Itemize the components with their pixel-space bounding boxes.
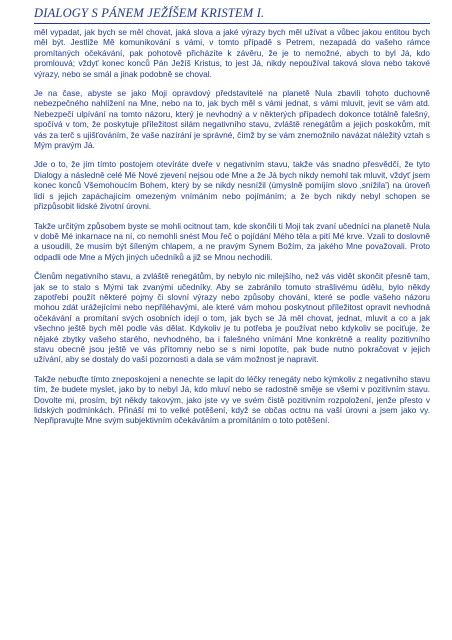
paragraph: Členům negativního stavu, a zvláště renegátům, by nebylo nic milejšího, než vás vidět skončit přesně tam, jak se to stalo s Mými tak zvanými učedníky. Aby se zabránilo tomuto strašlivému údělu, bylo někdy zapotřebí použít některé pojmy či slovní výrazy nebo způsoby chování, které se podle vašeho názoru mohou zdát urážejícími nebo nepříléhavými, ale které vám mohou poskytnout příležitost opravit nevhodná očekávání a promítaní svých osobních idejí o tom, jak bych se Já měl chovat, jednat, mluvit a co a jak všechno ještě bych měl podle vás dělat. Kdykoliv je tu potřeba je používat nebo kdykoliv se pociťuje, že nějaké zbytky vašeho starého, nevhodného, ba i falešného vnímání Mne konkrétně a reality pozitivního stavu obecně jsou ještě ve vás přítomny nebo se s nimi lopotíte, pak bude nutno pokračovat v jejich užívání, aby se dostaly do vaší pozornosti a dala se vám možnost je napravit.	[34, 271, 430, 365]
paragraph: Jde o to, že jím tímto postojem otevíráte dveře v negativním stavu, takže vás snadno přesvědčí, že tyto Dialogy a následně celé Mé Nové zjevení nejsou ode Mne a že Já bych nikdy nemohl tak mluvit, vždyť jsem konec konců Všemohoucím Bohem, který by se nikdy nesnížil (úmyslně pomíjím slovo ‚snížila') na úroveň lidí s jejich zapáchajícím omezeným vnímáním nebo pojímáním; a že bych nikdy nebyl schopen se přizpůsobit lidské životní úrovni.	[34, 159, 430, 212]
paragraph: Je na čase, abyste se jako Moji opravdový představitelé na planetě Nula zbavili tohoto duchovně nebezpečného nahlížení na Mne, nebo na to, jak bych měl s vámi jednat, s vámi mluvit, jevit se vám atd. Nebezpečí ulpívání na tomto názoru, který je nevhodný a v některých případech dokonce totálně falešný, spočívá v tom, že poskytuje příležitost silám negativního stavu, zvláště renegátům a jejich poskokům, mít vás za terč s ujišťováním, že vaše nazírání je správné, čímž by se vám znemožnilo navázat náležitý vztah s Mým pravým Já.	[34, 88, 430, 151]
paragraph: Takže nebuďte tímto zneposkojeni a nenechte se lapit do léčky renegáty nebo kýmkoliv z negativního stavu tím, že budete myslet, jako by to nebyl Já, kdo mluví nebo se radostně směje se všemi v pozitivním stavu. Dovolte mi, prosím, být někdy takovým, jako jste vy ve svém čistě pozitivním rozpoložení, jenže přesto v lidských podmínkách. Přináší mi to velké potěšení, když se občas octnu na vaší úrovni a jsem jako vy. Nepřipravujte Mne svým subjektivním očekáváním a promítáním o toto potěšení.	[34, 373, 430, 426]
paragraph: Takže určitým způsobem byste se mohli ocitnout tam, kde skončili ti Moji tak zvaní učedníci na planetě Nula v době Mé inkarnace na ní, co nemohli snést Mou řeč o pojídání Mého těla a pití Mé krve. Vzali to doslovně a usoudili, že musím být šíleným chlapem, a ne pravým Synem Božím, za jakého Mne považovali. Proto odpadli ode Mne a Mých jiných učedníků a již se Mnou nechodili.	[34, 220, 430, 262]
page-header: DIALOGY S PÁNEM JEŽÍŠEM KRISTEM I.	[34, 6, 430, 24]
paragraph: měl vypadat, jak bych se měl chovat, jaká slova a jaké výrazy bych měl užívat a vůbec jakou entitou bych měl být. Jestliže Mě komunikování s vámi, v tomto případě s Petrem, nezapadá do vašeho rámce promítaných očekávání, pak pohotově přicházíte k závěru, že je to nemožné, abych to byl Já, kdo promlouvá; vždyť konec konců Pán Ježíš Kristus, to jest Já, nikdy nepoužíval taková slova nebo takové výrazy, nebo se smál a jinak podobně se choval.	[34, 27, 430, 79]
